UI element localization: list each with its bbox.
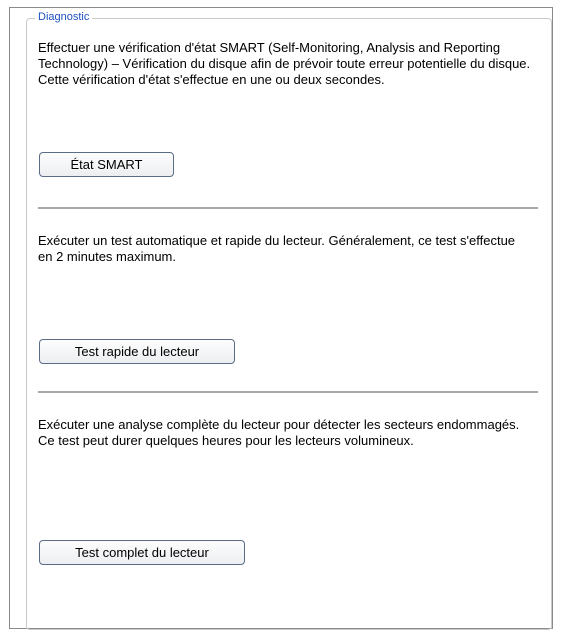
group-title: Diagnostic <box>35 11 92 24</box>
diagnostic-group-box <box>26 18 552 630</box>
smart-status-button[interactable]: État SMART <box>39 152 174 177</box>
quick-test-description: Exécuter un test automatique et rapide du lecteur. Généralement, ce test s'effectue en 2 minutes maximum. <box>38 233 516 264</box>
section-divider <box>38 207 538 209</box>
quick-test-button[interactable]: Test rapide du lecteur <box>39 339 235 364</box>
section-divider <box>38 391 538 393</box>
smart-check-description: Effectuer une vérification d'état SMART (Self-Monitoring, Analysis and Reporting Technology) – Vérification du disque afin de prévoir toute erreur potentielle du disque. Cette vérification d'état s'effectue en une ou deux secondes. <box>38 40 531 87</box>
full-test-button[interactable]: Test complet du lecteur <box>39 540 245 565</box>
full-test-description: Exécuter une analyse complète du lecteur pour détecter les secteurs endommagés. Ce test peut durer quelques heures pour les lecteurs volumineux. <box>38 417 520 448</box>
